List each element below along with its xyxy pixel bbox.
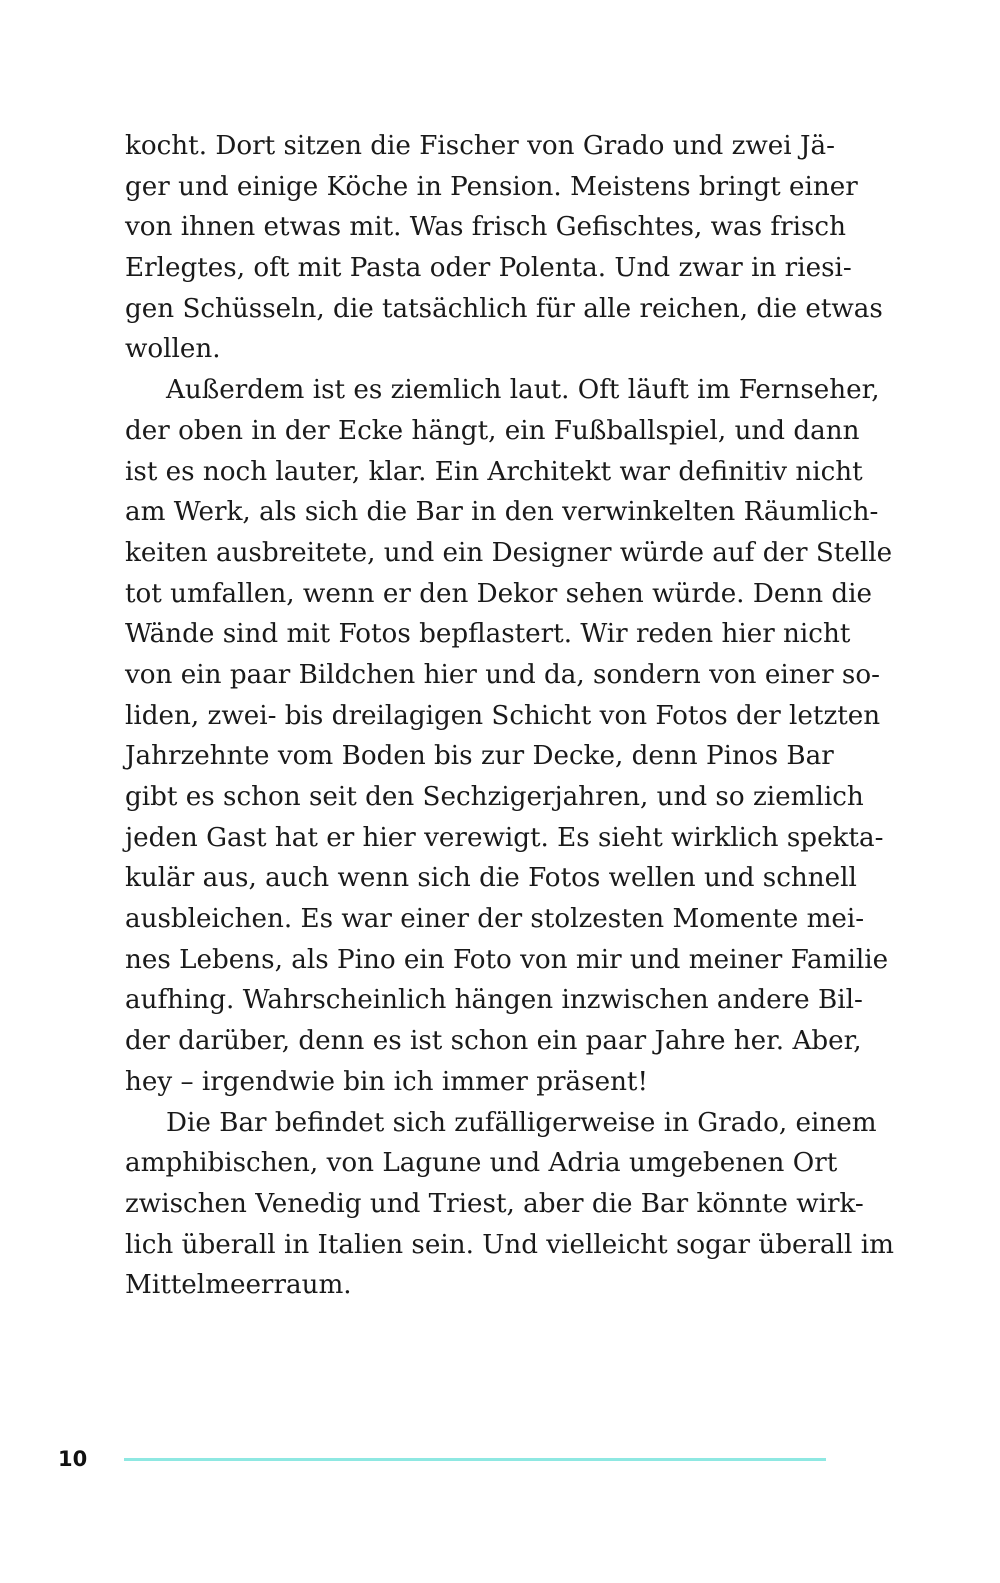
text-line: aufhing. Wahrscheinlich hängen inzwischen andere Bil-	[125, 985, 863, 1016]
text-line: ausbleichen. Es war einer der stolzesten Momente mei-	[125, 904, 865, 935]
text-line: Außerdem ist es ziemlich laut. Oft läuft im Fernseher,	[166, 375, 880, 406]
text-line: kulär aus, auch wenn sich die Fotos wellen und schnell	[125, 863, 857, 894]
text-line: liden, zwei- bis dreilagigen Schicht von Fotos der letzten	[125, 700, 881, 731]
text-line: gibt es schon seit den Sechzigerjahren, und so ziemlich	[125, 782, 864, 812]
text-line: zwischen Venedig und Triest, aber die Bar könnte wirk-	[125, 1188, 864, 1219]
body-text	[125, 126, 894, 1306]
text-line: Erlegtes, oft mit Pasta oder Polenta. Und zwar in riesi-	[125, 253, 852, 284]
footer-rule	[124, 1458, 826, 1461]
text-line: nes Lebens, als Pino ein Foto von mir und meiner Familie	[125, 944, 889, 975]
text-line: der oben in der Ecke hängt, ein Fußballspiel, und dann	[125, 415, 860, 446]
text-line: lich überall in Italien sein. Und vielleicht sogar überall im	[125, 1229, 894, 1260]
text-line: Wände sind mit Fotos bepflastert. Wir reden hier nicht	[125, 619, 851, 650]
text-line: Jahrzehnte vom Boden bis zur Decke, denn Pinos Bar	[125, 741, 834, 772]
page-number: 10	[58, 1447, 88, 1471]
text-line: von ein paar Bildchen hier und da, sondern von einer so-	[125, 659, 880, 690]
text-line: ist es noch lauter, klar. Ein Architekt war definitiv nicht	[125, 456, 863, 487]
text-line: Die Bar befindet sich zufälligerweise in Grado, einem	[166, 1107, 877, 1138]
text-line: tot umfallen, wenn er den Dekor sehen würde. Denn die	[125, 578, 873, 609]
text-line: hey – irgendwie bin ich immer präsent!	[125, 1066, 648, 1097]
text-line: von ihnen etwas mit. Was frisch Gefischtes, was frisch	[125, 212, 846, 243]
text-line: der darüber, denn es ist schon ein paar Jahre her. Aber,	[125, 1026, 862, 1057]
text-line: jeden Gast hat er hier verewigt. Es sieht wirklich spekta-	[125, 822, 884, 853]
text-line: gen Schüsseln, die tatsächlich für alle reichen, die etwas	[125, 293, 883, 324]
text-line: kocht. Dort sitzen die Fischer von Grado und zwei Jä-	[125, 131, 835, 161]
text-line: keiten ausbreitete, und ein Designer würde auf der Stelle	[125, 537, 893, 568]
text-line: wollen.	[125, 334, 221, 365]
text-line: Mittelmeerraum.	[125, 1270, 352, 1301]
text-line: ger und einige Köche in Pension. Meistens bringt einer	[125, 171, 858, 202]
text-line: amphibischen, von Lagune und Adria umgebenen Ort	[125, 1148, 838, 1179]
text-line: am Werk, als sich die Bar in den verwinkelten Räumlich-	[125, 497, 879, 528]
